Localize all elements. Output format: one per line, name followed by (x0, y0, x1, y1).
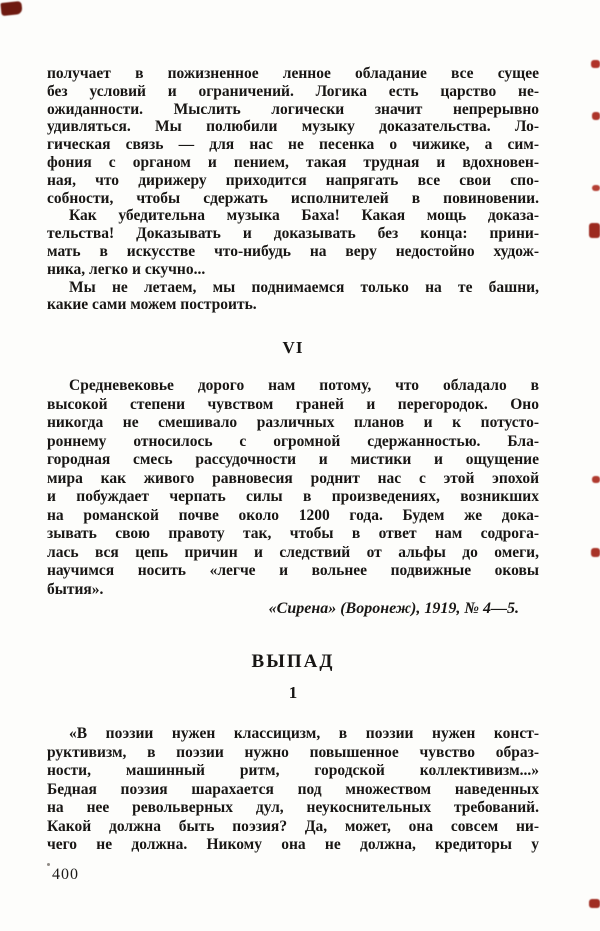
text-line: городная смесь рассудочности и мистики и ощущение (47, 451, 539, 469)
text-line: гическая связь — для нас не песенка о чижике, а сим- (47, 136, 539, 154)
text-line: Средневековье дорого нам потому, что обладало в (69, 377, 539, 395)
text-line: Какой должна быть поэзия? Да, может, она совсем ни- (47, 817, 539, 835)
text-line: мира как живого равновесия роднит нас с этой эпохой (47, 469, 539, 487)
page-number: 400 (52, 866, 79, 883)
text-line: удивляться. Мы полюбили музыку доказательства. Ло- (47, 118, 539, 136)
text-line: зывать свою правоту так, чтобы в ответ нам содрога- (47, 525, 539, 543)
paragraph (47, 279, 539, 315)
edge-stain-mark (589, 899, 600, 908)
citation-line: «Сирена» (Воронеж), 1919, № 4—5. (268, 600, 519, 618)
text-line: мать в искусстве что-нибудь на веру недостойно худож- (47, 242, 539, 260)
text-line: чего не должна. Никому она не должна, кредиторы у (47, 836, 539, 854)
paragraph (47, 207, 539, 278)
text-line: роннему относилось с огромной сдержанностью. Бла- (47, 432, 539, 450)
chapter-heading: ВЫПАД (251, 651, 335, 673)
text-line: фония с органом и пением, такая трудная и вдохновен- (47, 153, 539, 171)
text-line: собности, чтобы сдержать исполнителей в повиновении. (47, 189, 539, 207)
text-line: ная, что дирижеру приходится напрягать все свои спо- (47, 171, 539, 189)
text-line: научимся носить «легче и вольнее подвижные оковы (47, 562, 539, 580)
text-line: на романской почве около 1200 года. Будем же дока- (47, 506, 539, 524)
text-line: получает в пожизненное ленное обладание все сущее (47, 65, 539, 82)
text-line: ности, машинный ритм, городской коллективизм...» (47, 762, 539, 780)
text-line: ожиданности. Мыслить логически значит непрерывно (47, 100, 539, 118)
text-line: какие сами можем построить. (47, 296, 257, 314)
number-heading: 1 (288, 683, 298, 703)
corner-stain-mark (0, 1, 22, 16)
paragraph (47, 65, 539, 207)
ink-speck (47, 863, 50, 866)
text-line: никогда не смешивало различных планов и к потусто- (47, 414, 539, 432)
edge-stain-mark (591, 60, 600, 68)
edge-stain-mark (592, 112, 600, 120)
section-heading: VI (282, 338, 304, 358)
text-line: лась вся цепь причин и следствий от альфы до омеги, (47, 543, 539, 561)
edge-stain-mark (591, 548, 600, 557)
text-line: Как убедительна музыка Баха! Какая мощь доказа- (69, 207, 539, 225)
text-line: бытия». (47, 580, 104, 598)
text-line: ника, легко и скучно... (47, 260, 206, 278)
paragraph (47, 377, 539, 599)
edge-stain-mark (592, 476, 600, 483)
text-line: руктивизм, в поэзии нужно повышенное чувство образ- (47, 743, 539, 761)
text-line: на нее револьверных дул, неукоснительных требований. (47, 799, 539, 817)
paragraph (47, 725, 539, 855)
edge-stain-mark (589, 223, 600, 238)
text-line: «В поэзии нужен классицизм, в поэзии нужен конст- (69, 725, 539, 743)
edge-stain-mark (592, 185, 600, 191)
text-line: Мы не летаем, мы поднимаемся только на те башни, (69, 278, 539, 296)
text-line: высокой степени чувством граней и перегородок. Оно (47, 395, 539, 413)
text-line: Бедная поэзия шарахается под множеством наведенных (47, 780, 539, 798)
text-column (47, 65, 539, 855)
text-line: тельства! Доказывать и доказывать без конца: прини- (47, 225, 539, 243)
text-line: и побуждает черпать силы в произведениях, возникших (47, 488, 539, 506)
text-line: без условий и ограничений. Логика есть царство не- (47, 82, 539, 100)
